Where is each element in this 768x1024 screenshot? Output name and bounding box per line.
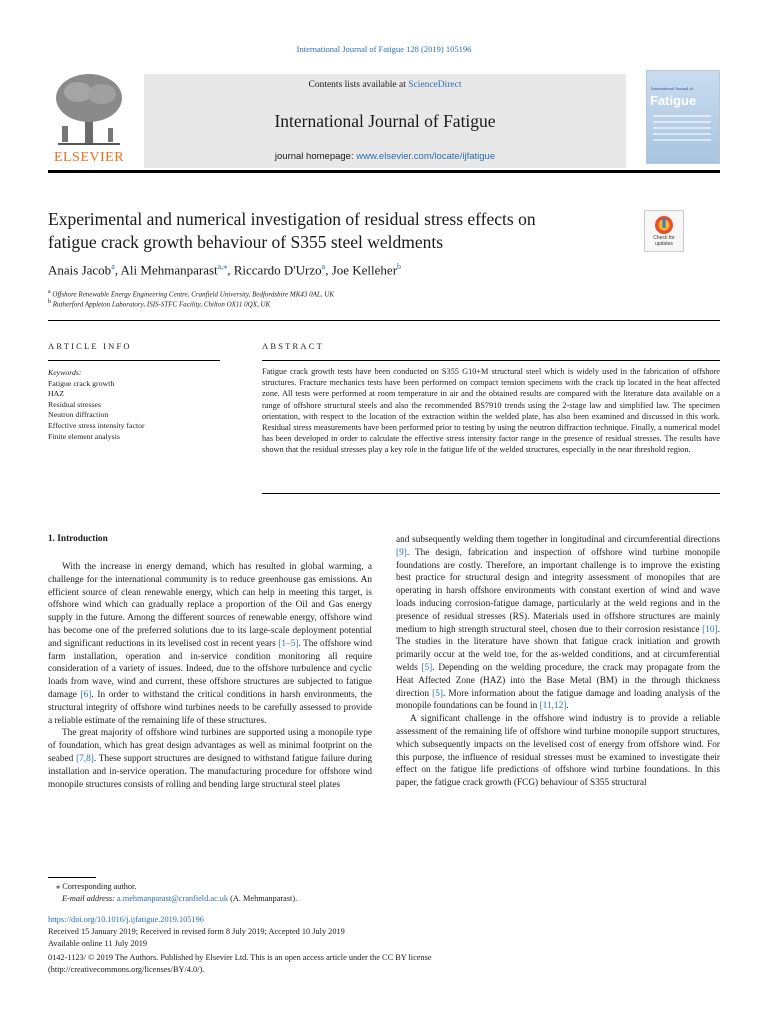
email-suffix: (A. Mehmanparast). bbox=[228, 894, 298, 903]
contents-line bbox=[144, 80, 626, 90]
keyword[interactable]: Residual stresses bbox=[48, 399, 102, 409]
paragraph-text: . In order to withstand the critical conditions in harsh environments, the structural integrity of offshore wind turbines needs to be carefully assessed to provide a reliable estimate of the remaining life of these structures. bbox=[48, 689, 372, 726]
author-separator: , bbox=[227, 262, 234, 278]
doi-link[interactable]: https://doi.org/10.1016/j.ijfatigue.2019.105196 bbox=[48, 915, 204, 924]
author-affiliation-marker[interactable]: a,⁎ bbox=[217, 262, 228, 271]
check-updates-line1: Check for bbox=[653, 235, 675, 241]
license-line-1: 0142-1123/ © 2019 The Authors. Published by Elsevier Ltd. This is an open access article under the CC BY license bbox=[48, 953, 432, 962]
keywords-label: Keywords: bbox=[48, 368, 82, 377]
journal-banner bbox=[144, 74, 626, 168]
keywords-block bbox=[48, 368, 220, 442]
license-line-2[interactable]: (http://creativecommons.org/licenses/BY/4.0/). bbox=[48, 965, 205, 974]
abstract-heading: ABSTRACT bbox=[262, 341, 324, 351]
cover-small-text: International Journal of bbox=[651, 86, 694, 91]
journal-homepage bbox=[144, 151, 626, 162]
tree-icon bbox=[48, 70, 130, 150]
body-paragraph bbox=[48, 561, 372, 727]
paragraph-text: . More information about the fatigue damage and loading analysis of the monopile foundations can be found in bbox=[396, 688, 721, 712]
citation-link[interactable]: [5] bbox=[421, 662, 433, 673]
author[interactable]: Ali Mehmanparast bbox=[120, 262, 218, 278]
journal-cover-thumbnail[interactable] bbox=[646, 70, 720, 164]
cover-title: Fatigue bbox=[650, 93, 697, 108]
body-column-right bbox=[396, 534, 720, 790]
author-affiliation-marker[interactable]: a bbox=[321, 262, 326, 271]
citation-link[interactable]: [1–5] bbox=[278, 638, 299, 649]
journal-title: International Journal of Fatigue bbox=[274, 111, 496, 131]
header-divider bbox=[48, 320, 720, 321]
author[interactable]: Joe Kelleher bbox=[331, 262, 398, 278]
masthead bbox=[48, 70, 720, 170]
author-separator: , bbox=[114, 262, 121, 278]
cover-decoration bbox=[653, 115, 711, 145]
author-affiliation-marker[interactable]: b bbox=[397, 262, 402, 271]
author-affiliation-marker[interactable]: a bbox=[111, 262, 115, 271]
title-line-2: fatigue crack growth behaviour of S355 steel weldments bbox=[48, 232, 444, 252]
footnote-divider bbox=[48, 877, 96, 878]
affiliation bbox=[48, 299, 270, 308]
citation-link[interactable]: [7,8] bbox=[76, 753, 94, 764]
homepage-link[interactable]: www.elsevier.com/locate/ijfatigue bbox=[356, 151, 496, 162]
check-for-updates-badge[interactable] bbox=[644, 210, 684, 252]
homepage-prefix: journal homepage: bbox=[274, 151, 357, 162]
article-info-divider bbox=[48, 360, 220, 361]
author-separator: , bbox=[325, 262, 332, 278]
paragraph-text: The great majority of offshore wind turbines are supported using a monopile type of foundation, which has great design advantages as well as minimal footprint on the seabed bbox=[48, 728, 372, 764]
contents-prefix: Contents lists available at bbox=[308, 80, 409, 90]
check-updates-icon bbox=[654, 215, 674, 235]
citation-link[interactable]: [6] bbox=[80, 689, 92, 700]
citation-link[interactable]: [5] bbox=[432, 688, 443, 699]
corresponding-author-note: ⁎ Corresponding author. bbox=[56, 882, 137, 891]
available-online: Available online 11 July 2019 bbox=[48, 939, 148, 948]
paragraph-text: . The studies in the literature have shown that fatigue crack initiation and growth primarily occur at the weld toe, for the as-welded conditions, and at circumferential welds bbox=[396, 624, 720, 673]
paragraph-text: . bbox=[566, 701, 569, 712]
body-column-left bbox=[48, 561, 372, 791]
affiliation-marker: b bbox=[48, 299, 51, 305]
email-note bbox=[62, 893, 297, 905]
paragraph-text: A significant challenge in the offshore wind industry is to provide a reliable assessment of the remaining life of offshore wind turbine monopile support structures, which subsequently impacts on the levelised cost of energy from offshore wind. For this purpose, the influence of residual stresses must be examined to investigate their effect on the fatigue life predictions of offshore wind turbine foundations. In this paper, the fatigue crack growth (FCG) behaviour of S355 structural bbox=[396, 714, 720, 789]
paragraph-text: . These support structures are designed to withstand fatigue failure during installation and in-service operation. The manufacturing procedure for offshore wind monopile structures consists of rolling and bending large structural steel plates bbox=[48, 753, 372, 790]
affiliation-text: Rutherford Appleton Laboratory, ISIS-STFC Facility, Chilton OX11 0QX, UK bbox=[52, 300, 271, 309]
keyword[interactable]: HAZ bbox=[48, 389, 65, 399]
article-title bbox=[48, 208, 608, 254]
paragraph-text: . The offshore wind farm installation, operation and in-service condition monitoring all require consideration of a variety of issues. Indeed, due to the offshore turbulence and cyclic loads from wave, wind and current, these offshore structures are subjected to fatigue damage bbox=[48, 638, 372, 700]
author-list bbox=[48, 262, 401, 278]
keyword[interactable]: Effective stress intensity factor bbox=[48, 420, 145, 430]
paragraph-text: With the increase in energy demand, which has resulted in global warming, a challenge for the international community is to reduce greenhouse gas emissions. An efficient source of clean renewable energy, which can help in meeting this target, is offshore wind which can gradually replace a proportion of the Oil and Gas energy supply in the future. Among the different sources of renewable energy, offshore wind has become one of the preferred solutions due to its large-scale deployment potential and significant reductions in its levelised cost in recent years bbox=[48, 562, 372, 649]
journal-reference[interactable]: International Journal of Fatigue 128 (2019) 105196 bbox=[296, 44, 472, 54]
author[interactable]: Riccardo D'Urzo bbox=[233, 262, 322, 278]
received-dates: Received 15 January 2019; Received in revised form 8 July 2019; Accepted 10 July 2019 bbox=[48, 927, 345, 936]
paragraph-text: . The design, fabrication and inspection of offshore wind turbine monopile foundations are costly. Therefore, an important challenge is to improve the existing best practice for structural design and integrity assessment of monopiles that are operating in harsh offshore environments with constant exertion of wind and wave loads inducing corrosion-fatigue damage, particularly at the weld regions and in the presence of residual stresses (RS). Materials used in offshore structures are mainly medium to high strength structural steel, chosen due to their corrosion resistance bbox=[396, 547, 720, 635]
body-paragraph bbox=[396, 534, 720, 713]
masthead-divider bbox=[48, 170, 720, 173]
keyword[interactable]: Finite element analysis bbox=[48, 431, 120, 441]
paragraph-text: and subsequently welding them together in longitudinal and circumferential directions bbox=[396, 535, 720, 545]
title-line-1: Experimental and numerical investigation of residual stress effects on bbox=[48, 209, 536, 229]
abstract-end-divider bbox=[262, 493, 720, 494]
check-updates-line2: updates bbox=[655, 240, 673, 247]
article-info-heading: ARTICLE INFO bbox=[48, 341, 132, 351]
body-paragraph bbox=[48, 727, 372, 791]
author[interactable]: Anais Jacob bbox=[48, 262, 112, 278]
paragraph-text: . Depending on the welding procedure, the crack may propagate from the Heat Affected Zone (HAZ) into the Base Metal (BM) in the through thickness direction bbox=[396, 662, 720, 699]
abstract-text: Fatigue crack growth tests have been conducted on S355 G10+M structural steel which is widely used in the fabrication of offshore structures. Fracture mechanics tests have been performed on compact tension specimens with the crack tip located in the heat affected zone. All tests were performed at room temperature in air and the obtained results are compared with the literature data available on a range of offshore structural steels and also the recommended BS7910 trends using the 2-stage law and simplified law. The specimen orientation, with respect to the location of the extraction within the welded plate, has also been examined and discussed in this work. Residual stress measurements have been performed prior to testing by using the neutron diffraction technique. Finally, a numerical model has been developed in order to calculate the effective stress intensity factor range in the presence of residual stresses. The results have shown that the residual stresses play a key role in the fatigue life of the welded structures, especially in the near threshold region. bbox=[262, 367, 720, 455]
affiliation bbox=[48, 289, 334, 298]
keyword[interactable]: Fatigue crack growth bbox=[48, 378, 115, 388]
check-updates-label bbox=[645, 236, 683, 247]
sciencedirect-link[interactable]: ScienceDirect bbox=[408, 80, 462, 90]
affiliation-text: Offshore Renewable Energy Engineering Centre, Cranfield University, Bedfordshire MK43 0AL, UK bbox=[52, 290, 335, 299]
section-heading-introduction: 1. Introduction bbox=[48, 534, 108, 544]
keyword[interactable]: Neutron diffraction bbox=[48, 410, 109, 420]
email-label: E-mail address: bbox=[62, 894, 117, 903]
body-paragraph bbox=[396, 713, 720, 790]
citation-link[interactable]: [10] bbox=[702, 624, 718, 635]
email-link[interactable]: a.mehmanparast@cranfield.ac.uk bbox=[117, 894, 229, 903]
citation-link[interactable]: [9] bbox=[396, 547, 407, 558]
citation-link[interactable]: [11,12] bbox=[539, 701, 567, 712]
publisher-name: ELSEVIER bbox=[53, 150, 125, 165]
elsevier-logo[interactable] bbox=[48, 70, 130, 170]
affiliation-marker: a bbox=[48, 289, 51, 295]
abstract-divider bbox=[262, 360, 720, 361]
